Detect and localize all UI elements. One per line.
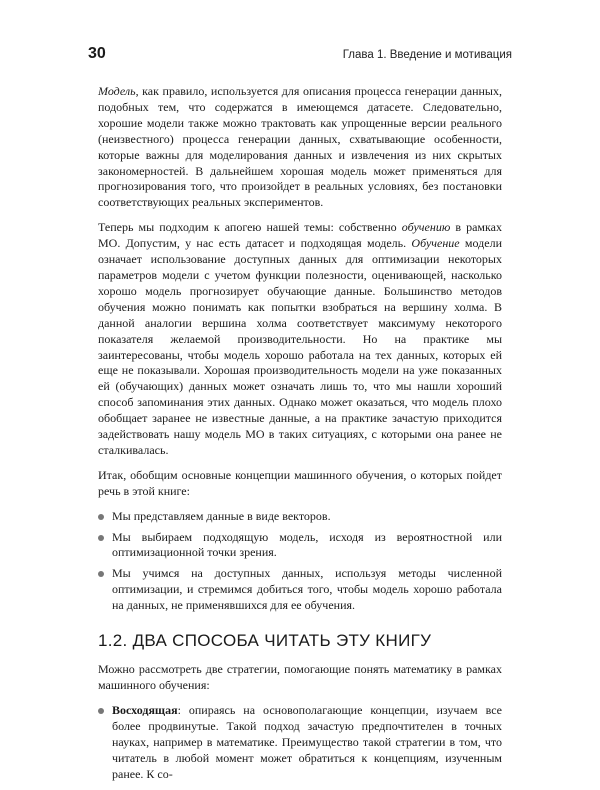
list-item [98,530,502,562]
list-item-text: Мы учимся на доступных данных, используя методы численной оптимизации, и стремимся добиться того, чтобы модель хорошо работала на данных, не применявшихся для ее обучения. [112,566,502,613]
term-learning: обучению [401,220,451,235]
paragraph-learning-part-c: модели означает использование доступных данных для оптимизации некоторых параметров модели с учетом функции полезности, оценивающей, насколько хорошо модель прогнозирует обучающие данные. Большинство методов обучения можно понимать как попытки взобраться на вершину холма. В данной аналогии вершина холма соответствует максимуму некоторого показателя желаемой производительности. Но на практике мы заинтересованы, чтобы модель хорошо работала на тех данных, которых ей еще не показывали. Хорошая производительность модели на уже показанных ей (обучающих) данных может означать лишь то, что мы нашли хороший способ запоминания этих данных. Однако может оказаться, что модель плохо обобщает заранее не известные данные, а на практике зачастую приходится задействовать нашу модель МО в таких ситуациях, с которыми она ранее не сталкивалась. [98,236,502,457]
list-item [98,509,502,525]
list-item [98,566,502,614]
term-bottom-up: Восходящая [112,702,178,717]
section-heading: 1.2. ДВА СПОСОБА ЧИТАТЬ ЭТУ КНИГУ [98,631,432,651]
concepts-list [98,509,502,614]
list-item-text: Мы выбираем подходящую модель, исходя из вероятностной или оптимизационной точки зрения. [112,529,502,560]
page-number: 30 [88,45,106,62]
strategies-list [98,703,502,783]
paragraph-learning [98,220,502,459]
bullet-icon [98,571,104,577]
paragraph-model-text: , как правило, используется для описания процесса генерации данных, подобных тем, что содержатся в имеющемся датасете. Следовательно, хорошие модели также можно трактовать как упрощенные версии реального (неизвестного) процесса генерации данных, схватывающие особенности, которые важны для моделирования данных и извлечения из них скрытых закономерностей. В дальнейшем хорошая модель может применяться для прогнозирования того, что произойдет в реальных условиях, без постановки соответствующих реальных экспериментов. [98,84,502,210]
list-item-text: Мы представляем данные в виде векторов. [112,508,331,523]
paragraph-learning-part-a: Теперь мы подходим к апогею нашей темы: собственно [98,220,402,235]
paragraph-learning-part-b: в рамках МО. Допустим, у нас есть датасет и подходящая модель. [98,220,503,251]
bullet-icon [98,708,104,714]
term-training: Обучение [411,236,460,251]
running-head: Глава 1. Введение и мотивация [342,49,512,61]
bullet-icon [98,514,104,520]
list-item-text: : опираясь на основополагающие концепции, изучаем все более продвинутые. Такой подход зачастую предпочтителен в точных науках, например в математике. Преимущество такой стратегии в том, что читатель в любой момент может обратиться к концепциям, изученным ранее. К со- [112,702,502,781]
term-model: Модель [98,84,136,98]
bullet-icon [98,535,104,541]
list-item [98,703,502,783]
paragraph-strategies: Можно рассмотреть две стратегии, помогающие понять математику в рамках машинного обучения: [98,662,502,692]
paragraph-model [98,84,502,211]
page-header [88,44,512,64]
paragraph-summary: Итак, обобщим основные концепции машинного обучения, о которых пойдет речь в этой книге: [98,467,502,498]
page-body [98,84,502,790]
